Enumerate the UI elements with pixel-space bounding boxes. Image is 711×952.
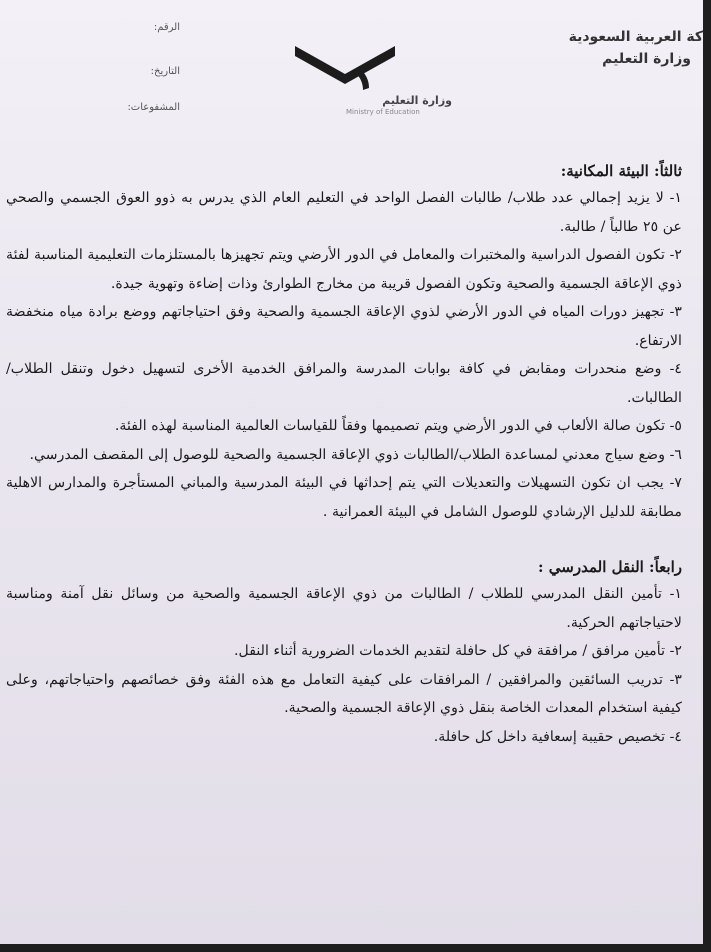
list-item: ٢- تأمين مرافق / مرافقة في كل حافلة لتقديم الخدمات الضرورية أثناء النقل. xyxy=(233,643,682,659)
logo-subtitle: Ministry of Education xyxy=(346,108,420,116)
list-item: ٥- تكون صالة الألعاب في الدور الأرضي ويتم تصميمها وفقاً للقياسات العالمية المناسبة لهذه الفئة. xyxy=(114,418,682,434)
field-number: الرقم: xyxy=(153,22,180,33)
photo-edge-bottom xyxy=(0,944,711,952)
ministry-logo-icon xyxy=(285,38,405,96)
section-title-transport: رابعاً: النقل المدرسي : xyxy=(538,558,682,576)
list-item: ٦- وضع سياج معدني لمساعدة الطلاب/الطالبات ذوي الإعاقة الجسمية والصحية للوصول إلى المقصف المدرسي. xyxy=(29,446,682,463)
letterhead-fields xyxy=(120,22,180,146)
country-name: كة العربية السعودية xyxy=(568,29,703,45)
list-item: ٣- تدريب السائقين والمرافقين / المرافقات على كيفية التعامل مع هذه الفئة وفق خصائصهم واحتياجاتهم، وعلى كيفية استخدام المعدات الخاصة بنقل ذوي الإعاقة الجسمية والصحية. xyxy=(6,671,682,716)
document-body xyxy=(6,158,682,751)
list-item: ١- لا يزيد إجمالي عدد طلاب/ طالبات الفصل الواحد في التعليم العام الذي يدرس به ذوو العوق الجسمي والصحي عن ٢٥ طالباً / طالبة. xyxy=(6,190,682,235)
list-item: ٧- يجب ان تكون التسهيلات والتعديلات التي يتم إحداثها في البيئة المدرسية والمباني المستأجرة والمدارس الاهلية مطابقة للدليل الإرشادي للوصول الشامل في البيئة العمرانية . xyxy=(6,475,682,520)
section-title-environment: ثالثاً: البيئة المكانية: xyxy=(560,162,682,180)
field-date: التاريخ: xyxy=(150,66,180,77)
ministry-name: وزارة التعليم xyxy=(602,51,691,67)
field-attachments: المشفوعات: xyxy=(127,102,180,113)
list-item: ٤- وضع منحدرات ومقابض في كافة بوابات المدرسة والمرافق الخدمية الأخرى لتسهيل دخول وتنقل الطلاب/الطالبات. xyxy=(6,361,682,406)
list-item: ٤- تخصيص حقيبة إسعافية داخل كل حافلة. xyxy=(433,728,682,745)
list-item: ٢- تكون الفصول الدراسية والمختبرات والمعامل في الدور الأرضي ويتم تجهيزها بالمستلزمات التعليمية المناسبة لفئة ذوي الإعاقة الجسمية والصحية وتكون الفصول قريبة من مخارج الطوارئ وذات إضاءة وتهوية جيدة. xyxy=(6,247,682,292)
logo-caption: وزارة التعليم xyxy=(382,94,452,107)
letterhead-right xyxy=(503,26,703,70)
list-item: ١- تأمين النقل المدرسي للطلاب / الطالبات من ذوي الإعاقة الجسمية والصحية من وسائل نقل آمنة ومناسبة لاحتياجاتهم الحركية. xyxy=(6,586,682,631)
list-item: ٣- تجهيز دورات المياه في الدور الأرضي لذوي الإعاقة الجسمية والصحية وفق احتياجاتهم ووضع برادة مياه منخفضة الارتفاع. xyxy=(6,304,682,349)
photo-edge-right xyxy=(703,0,711,952)
